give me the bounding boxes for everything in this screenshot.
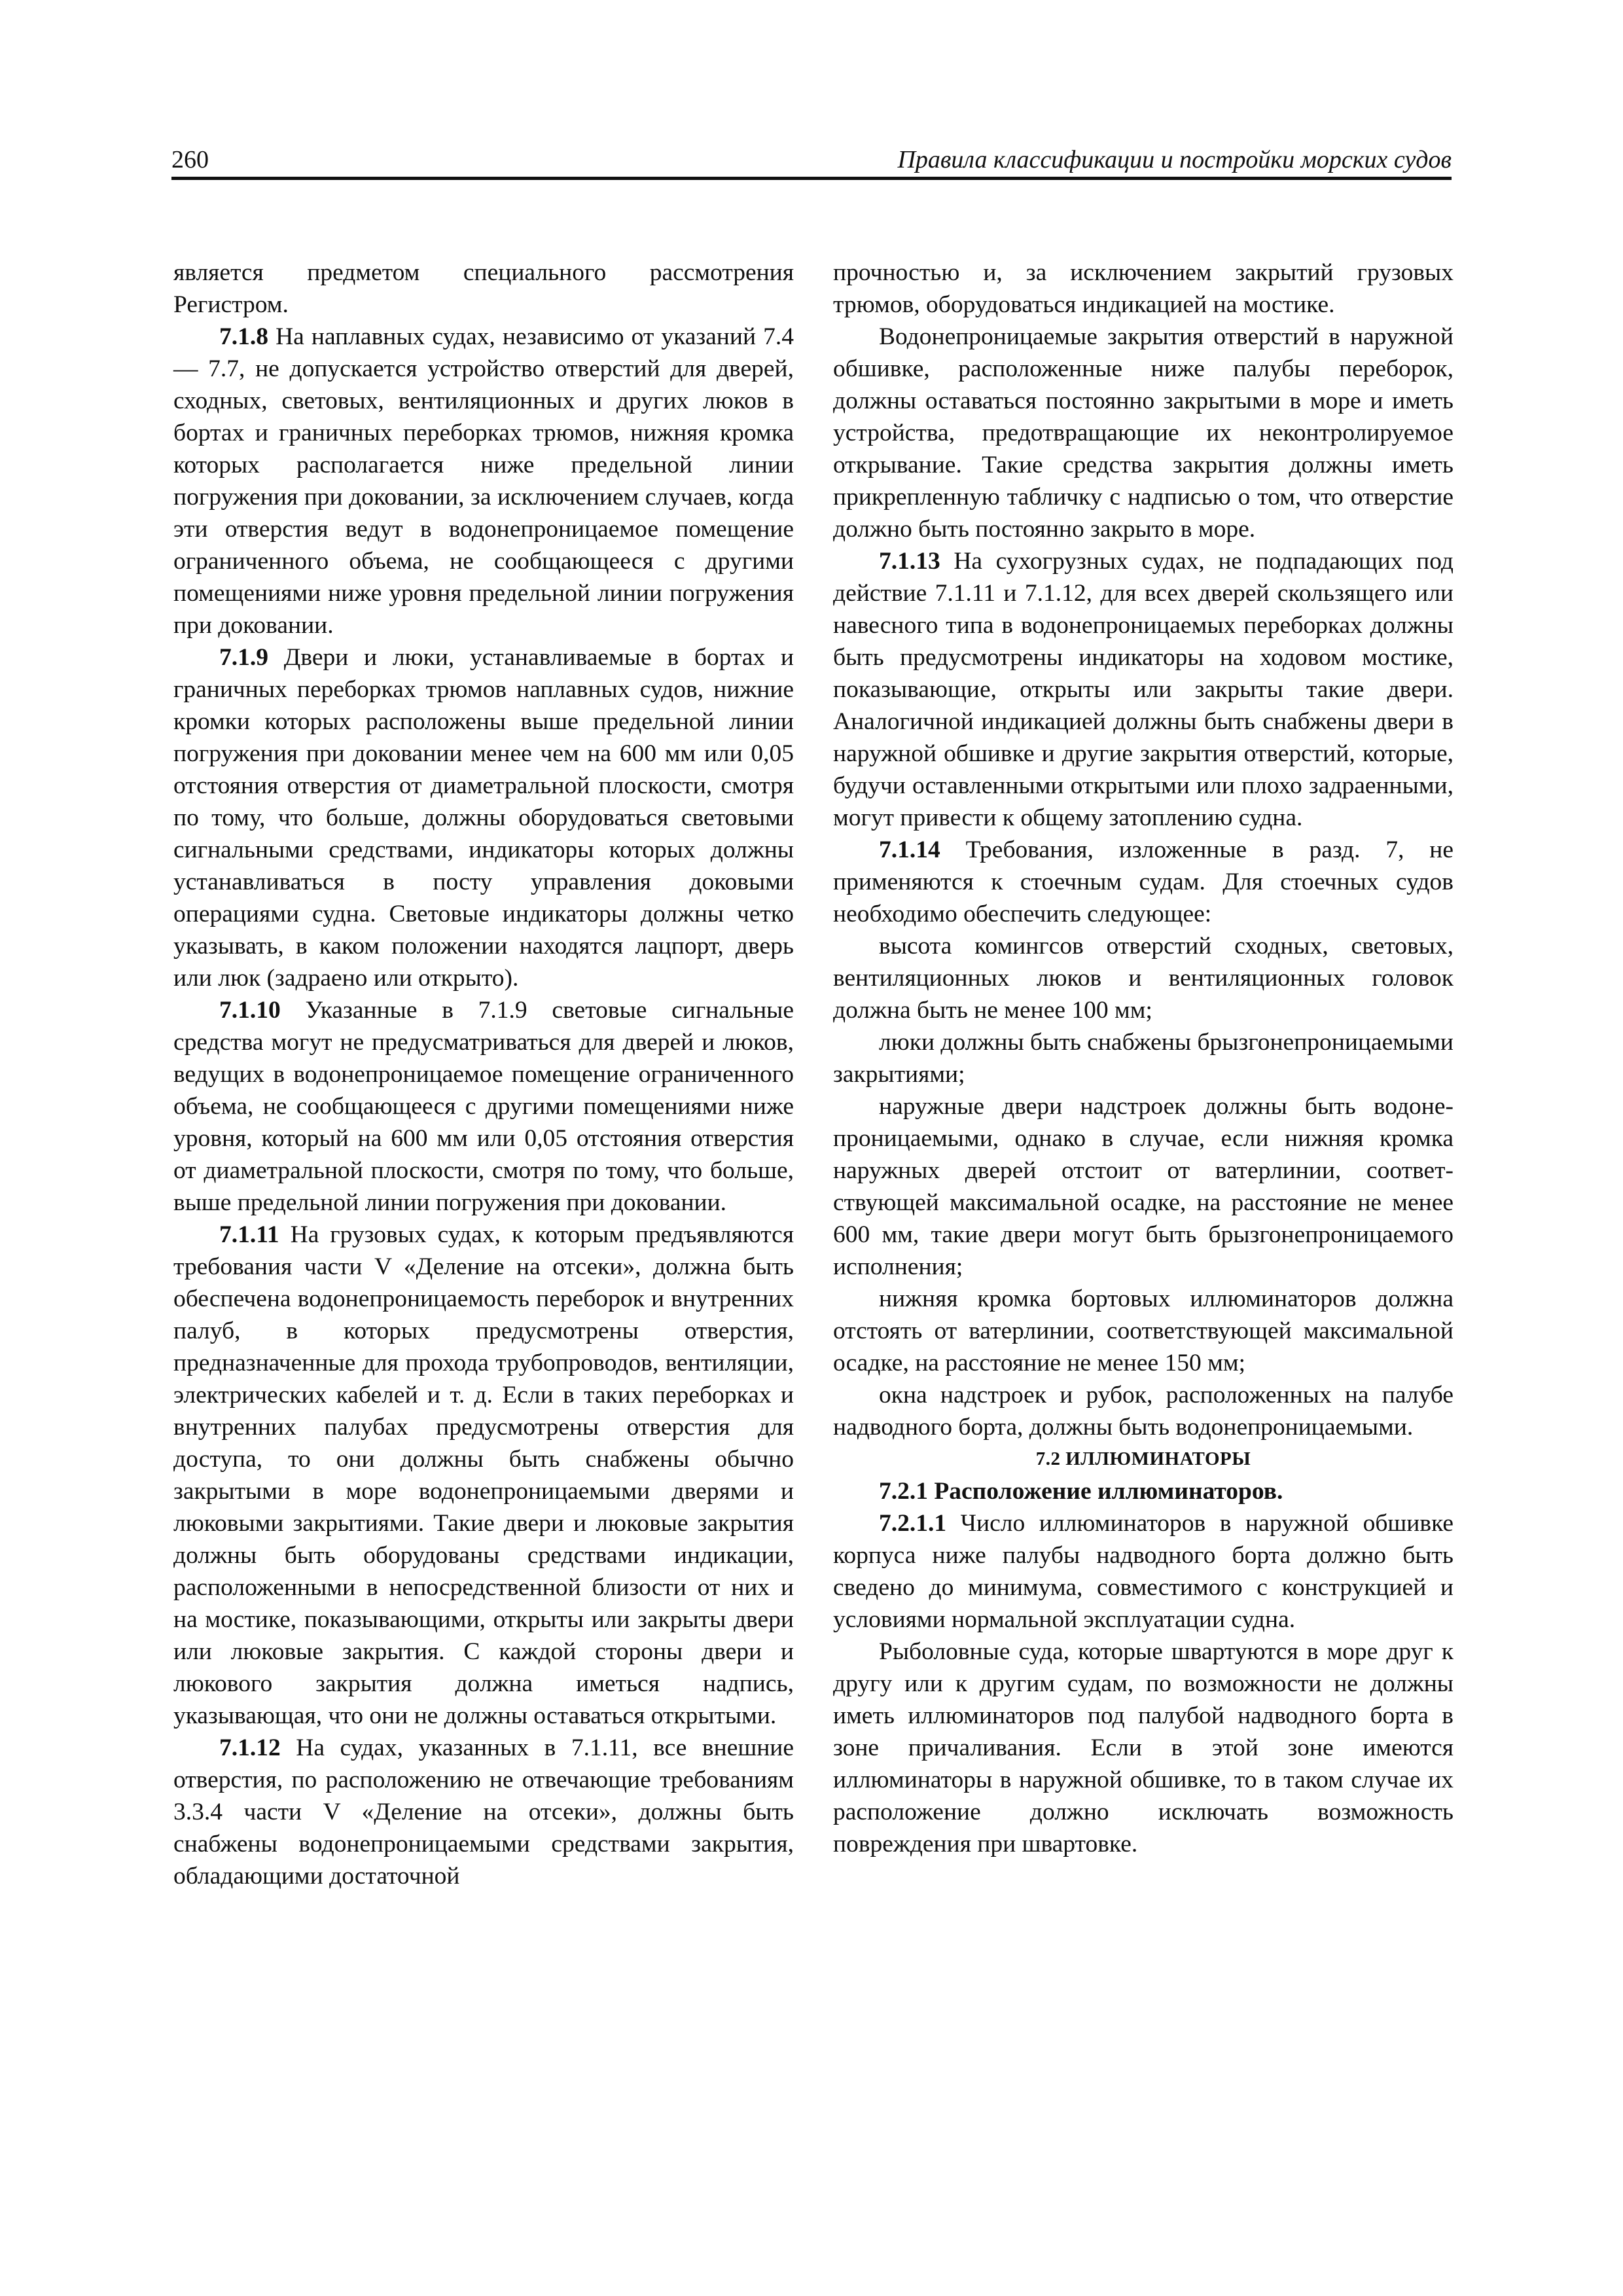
page-header [171, 145, 1452, 178]
clause-number: 7.1.9 [219, 644, 268, 671]
clause-7-2-1-1 [833, 1507, 1454, 1636]
clause-number: 7.2.1.1 [879, 1510, 947, 1537]
clause-number: 7.1.12 [219, 1734, 281, 1761]
clause-text: На сухогрузных судах, не подпадающих под действие 7.1.11 и 7.1.12, для всех дверей скользящего или навесного типа в водонепроницаемых переборках должны быть предусмотрены индикаторы на ходовом мостике, показывающие, открыты или закрыты такие двери. Аналогичной индикацией должны быть снабжены двери в наружной обшивке и другие закрытия отверстий, которые, будучи оставленными открытыми или плохо задраенными, могут привести к общему затоплению судна. [833, 548, 1454, 831]
section-heading: 7.2 ИЛЛЮМИНАТОРЫ [1035, 1448, 1251, 1469]
list-item: наружные двери надстроек должны быть водонепроницаемыми, однако в случае, если нижняя кромка наружных дверей отстоит от ватерлинии, соответствующей максимальной осадке, на расстояние не менее 600 мм, такие двери могут быть брызгонепроницаемого исполнения; [833, 1093, 1454, 1280]
list-item: окна надстроек и рубок, расположенных на палубе надводного борта, должны быть водонепроницаемыми. [833, 1382, 1454, 1441]
clause-7-1-10 [173, 994, 794, 1219]
clause-number: 7.1.11 [219, 1221, 279, 1248]
clause-text: Требования, изложенные в разд. 7, не применяются к стоечным судам. Для стоечных судов необходимо обеспечить следующее: [833, 836, 1454, 927]
clause-number: 7.1.13 [879, 548, 940, 575]
list-item: люки должны быть снабжены брызгонепроницаемыми закрытиями; [833, 1029, 1454, 1088]
page-number: 260 [171, 146, 209, 173]
clause-text: Число иллюминаторов в наружной обшивке корпуса ниже палубы надводного борта должно быть сведено до минимума, совместимого с конструкцией и условиями нормальной эксплуатации судна. [833, 1510, 1454, 1633]
clause-text: Указанные в 7.1.9 световые сигнальные средства могут не предусматриваться для дверей и люков, ведущих в водонепроницаемое помещение ограниченного объема, не сообщающееся с другими помещениями ниже уровня, который на 600 мм или 0,05 отстояния отверстия от диаметральной плоскости, смотря по тому, что больше, выше предельной линии погружения при доковании. [173, 997, 794, 1216]
paragraph: Рыболовные суда, которые швартуются в море друг к другу или к другим судам, по возможности не должны иметь иллюминаторов под палубой надводного борта в зоне причаливания. Если в этой зоне имеются иллюминаторы в наружной обшивке, то в таком случае их расположение должно исключать возможность повреждения при швартовке. [833, 1638, 1454, 1857]
clause-number: 7.1.10 [219, 997, 281, 1024]
left-column [173, 257, 794, 1892]
clause-text: На судах, указанных в 7.1.11, все внешние отверстия, по расположению не отвечающие требованиям 3.3.4 части V «Деление на отсеки», должны быть снабжены водонепроницаемыми средствами закрытия, обладающими достаточной [173, 1734, 794, 1890]
list-item: высота комингсов отверстий сходных, световых, вентиляционных люков и вентиляционных головок должна быть не менее 100 мм; [833, 933, 1454, 1024]
list-item: нижняя кромка бортовых иллюминаторов должна отстоять от ватерлинии, соответствующей максимальной осадке, на расстояние не менее 150 мм; [833, 1285, 1454, 1376]
subsection-heading: 7.2.1 Расположение иллюминаторов. [879, 1478, 1283, 1505]
paragraph: является предметом специального рассмотрения Регистром. [173, 259, 794, 318]
clause-text: На наплавных судах, независимо от указаний 7.4 — 7.7, не допускается устройство отверстий для дверей, сходных, световых, вентиляционных и других люков в бортах и граничных переборках трюмов, нижняя кромка которых располагается ниже предельной линии погружения при доковании, за исключением случаев, когда эти отверстия ведут в водонепроницаемое помещение ограниченного объема, не сообщающееся с другими помещениями ниже уровня предельной линии погружения при доковании. [173, 323, 794, 639]
clause-text: На грузовых судах, к которым предъявляются требования части V «Деление на отсеки», должна быть обеспечена водонепроницаемость переборок и внутренних палуб, в которых предусмотрены отверстия, предназначенные для прохода трубопроводов, вентиляции, электрических кабелей и т. д. Если в таких переборках и внутренних палубах предусмотрены отверстия для доступа, то они должны быть снабжены обычно закрытыми в море водонепроницаемыми дверями и люковыми закрытиями. Такие двери и люковые закрытия должны быть оборудованы средствами индикации, расположенными в непосредственной близости от них и на мостике, показывающими, открыты или закрыты двери или люковые закрытия. С каждой стороны двери и люкового закрытия должна иметься надпись, указывающая, что они не должны оставаться открытыми. [173, 1221, 794, 1729]
clause-7-1-13 [833, 545, 1454, 834]
clause-text: Двери и люки, устанавливаемые в бортах и граничных переборках трюмов наплавных судов, нижние кромки которых расположены выше предельной линии погружения при доковании менее чем на 600 мм или 0,05 отстояния отверстия от диаметральной плоскости, смотря по тому, что больше, должны оборудоваться световыми сигнальными средствами, индикаторы которых должны устанавливаться в посту управления доковыми операциями судна. Световые индикаторы должны четко указывать, в каком положении находятся лацпорт, дверь или люк (задраено или открыто). [173, 644, 794, 992]
clause-number: 7.1.8 [219, 323, 268, 350]
clause-number: 7.1.14 [879, 836, 940, 863]
clause-7-1-8 [173, 321, 794, 641]
running-title: Правила классификации и постройки морских судов [897, 146, 1452, 173]
right-column [833, 257, 1454, 1860]
paragraph: прочностью и, за исключением закрытий грузовых трюмов, оборудоваться индикацией на мостике. [833, 259, 1454, 318]
header-rule [171, 177, 1452, 180]
clause-7-1-12 [173, 1732, 794, 1892]
clause-7-1-14 [833, 834, 1454, 930]
clause-7-1-9 [173, 641, 794, 994]
clause-7-1-11 [173, 1219, 794, 1732]
paragraph: Водонепроницаемые закрытия отверстий в наружной обшивке, расположенные ниже палубы переборок, должны оставаться постоянно закрытыми в море и иметь устройства, предотвращающие их неконтролируемое открывание. Такие средства закрытия должны иметь прикрепленную табличку с надписью о том, что отверстие должно быть постоянно закрыто в море. [833, 323, 1454, 543]
